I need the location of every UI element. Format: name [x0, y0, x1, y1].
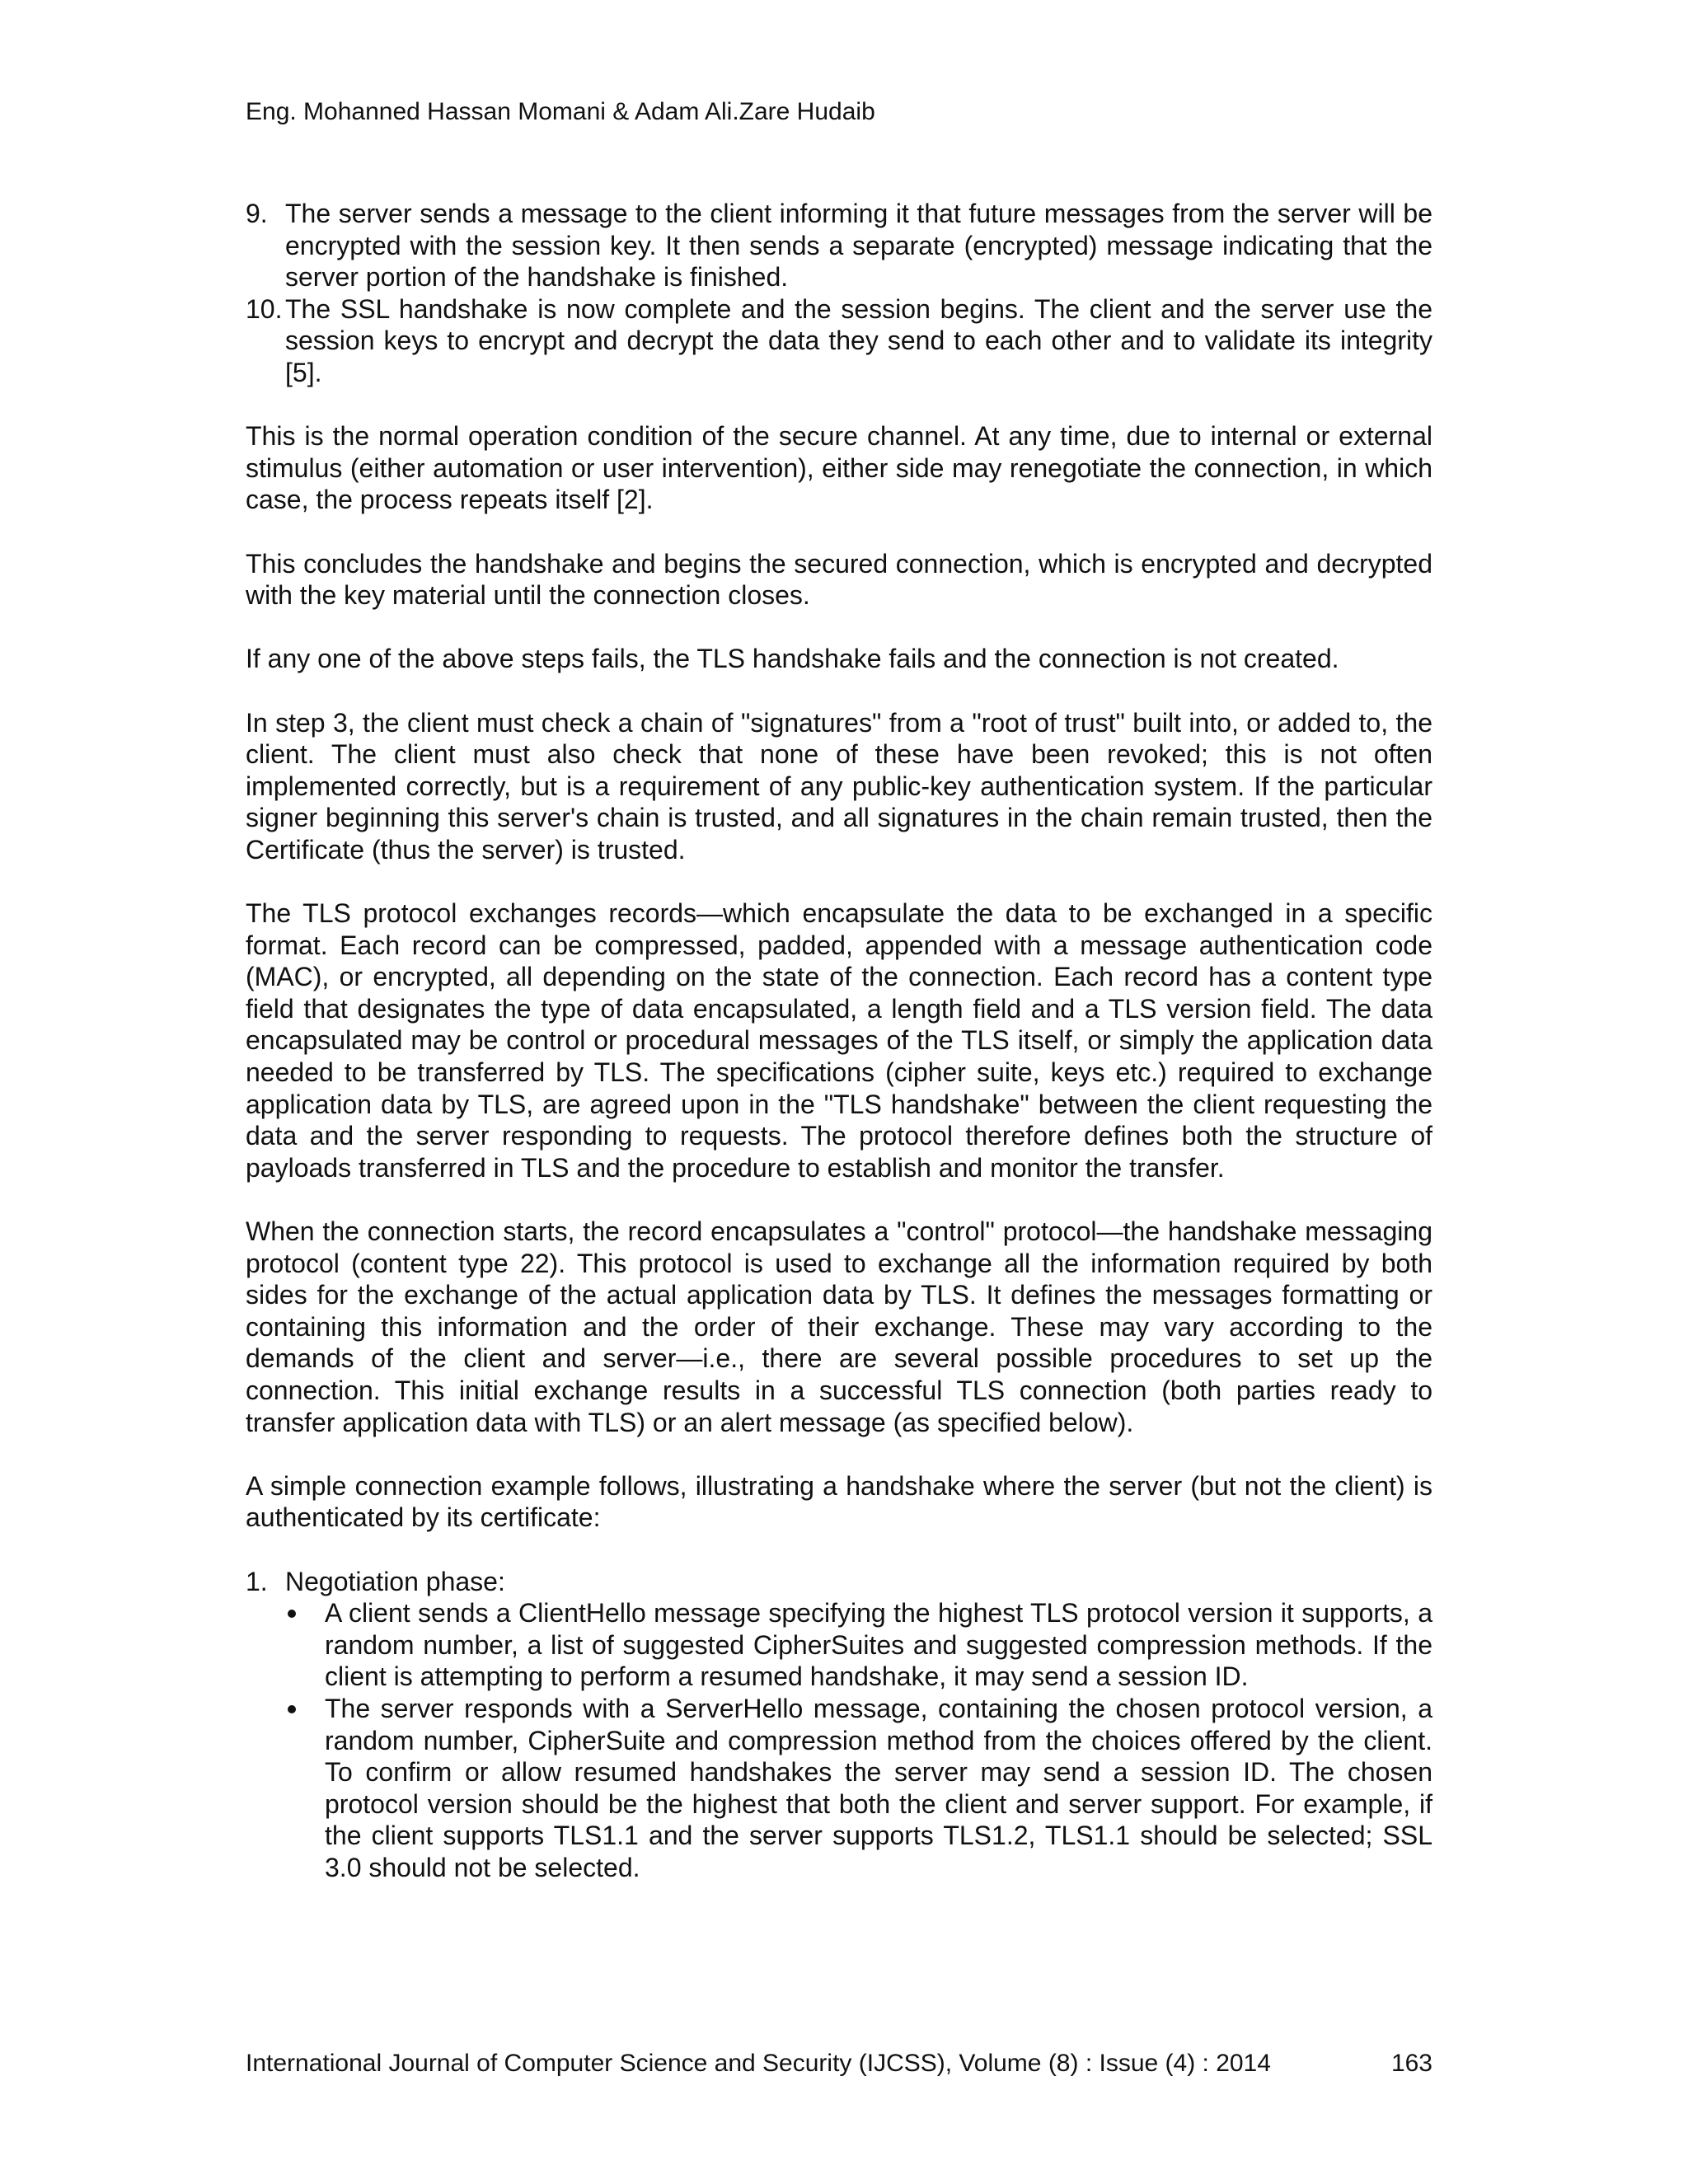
paragraph-handshake-fails: If any one of the above steps fails, the TLS handshake fails and the connection is not created.	[246, 644, 1339, 674]
paragraph-connection-example: A simple connection example follows, illustrating a handshake where the server (but not the client) is authenticated by its certificate:	[246, 1470, 1432, 1533]
list-item-number: 1.	[246, 1566, 268, 1596]
bullet-icon	[285, 1693, 325, 1884]
page-number: 163	[1390, 2050, 1432, 2077]
bullet-item-server-hello	[285, 1693, 1432, 1884]
list-item-text: The server sends a message to the client informing it that future messages from the server will be encrypted with the session key. It then sends a separate (encrypted) message indicating that the server portion of the handshake is finished.	[285, 199, 1432, 293]
running-footer	[246, 2049, 1432, 2079]
paragraph-chain-of-trust: In step 3, the client must check a chain of "signatures" from a "root of trust" built into, or added to, the client. The client must also check that none of these have been revoked; this is not often implemented correctly, but is a requirement of any public-key authentication system. If the particular signer beginning this server's chain is trusted, and all signatures in the chain remain trusted, then the Certificate (thus the server) is trusted.	[246, 707, 1432, 865]
bullet-text: The server responds with a ServerHello message, containing the chosen protocol version, a random number, CipherSuite and compression method from the choices offered by the client. To confirm or allow resumed handshakes the server may send a session ID. The chosen protocol version should be the highest that both the client and server support. For example, if the client supports TLS1.1 and the server supports TLS1.2, TLS1.1 should be selected; SSL 3.0 should not be selected.	[325, 1693, 1432, 1882]
bullet-icon	[285, 1597, 325, 1693]
bullet-item-client-hello	[285, 1597, 1432, 1693]
negotiation-bullet-list	[246, 1597, 1432, 1883]
paragraph-tls-records: The TLS protocol exchanges records—which encapsulate the data to be exchanged in a specific format. Each record can be compressed, padded, appended with a message authentication code (MAC), or encrypted, all depending on the state of the connection. Each record has a content type field that designates the type of data encapsulated, a length field and a TLS version field. The data encapsulated may be control or procedural messages of the TLS itself, or simply the application data needed to be transferred by TLS. The specifications (cipher suite, keys etc.) required to exchange application data by TLS, are agreed upon in the "TLS handshake" between the client requesting the data and the server responding to requests. The protocol therefore defines both the structure of payloads transferred in TLS and the procedure to establish and monitor the transfer.	[246, 898, 1432, 1183]
paragraph-handshake-concludes: This concludes the handshake and begins the secured connection, which is encrypted and decrypted with the key material until the connection closes.	[246, 548, 1432, 611]
journal-citation: International Journal of Computer Science and Security (IJCSS), Volume (8) : Issue (4) : 2014	[246, 2050, 1271, 2077]
list-item-number: 10.	[246, 293, 283, 324]
page-body	[246, 198, 1432, 1883]
running-header: Eng. Mohanned Hassan Momani & Adam Ali.Zare Hudaib	[246, 98, 875, 125]
paragraph-connection-start: When the connection starts, the record encapsulates a "control" protocol—the handshake messaging protocol (content type 22). This protocol is used to exchange all the information required by both sides for the exchange of the actual application data by TLS. It defines the messages formatting or containing this information and the order of their exchange. These may vary according to the demands of the client and server—i.e., there are several possible procedures to set up the connection. This initial exchange results in a successful TLS connection (both parties ready to transfer application data with TLS) or an alert message (as specified below).	[246, 1216, 1432, 1437]
list-item-number: 9.	[246, 199, 268, 228]
paragraph-renegotiation: This is the normal operation condition of the secure channel. At any time, due to internal or external stimulus (either automation or user intervention), either side may renegotiate the connection, in which case, the process repeats itself [2].	[246, 421, 1432, 515]
list-item-text: Negotiation phase:	[285, 1566, 505, 1596]
list-item-step-10	[246, 293, 1432, 389]
negotiation-phase-heading	[246, 1566, 1432, 1598]
list-item-step-9	[246, 198, 1432, 293]
bullet-text: A client sends a ClientHello message specifying the highest TLS protocol version it supports, a random number, a list of suggested CipherSuites and suggested compression methods. If the client is attempting to perform a resumed handshake, it may send a session ID.	[325, 1598, 1432, 1692]
list-item-text: The SSL handshake is now complete and the session begins. The client and the server use the session keys to encrypt and decrypt the data they send to each other and to validate its integrity [5].	[285, 293, 1432, 387]
